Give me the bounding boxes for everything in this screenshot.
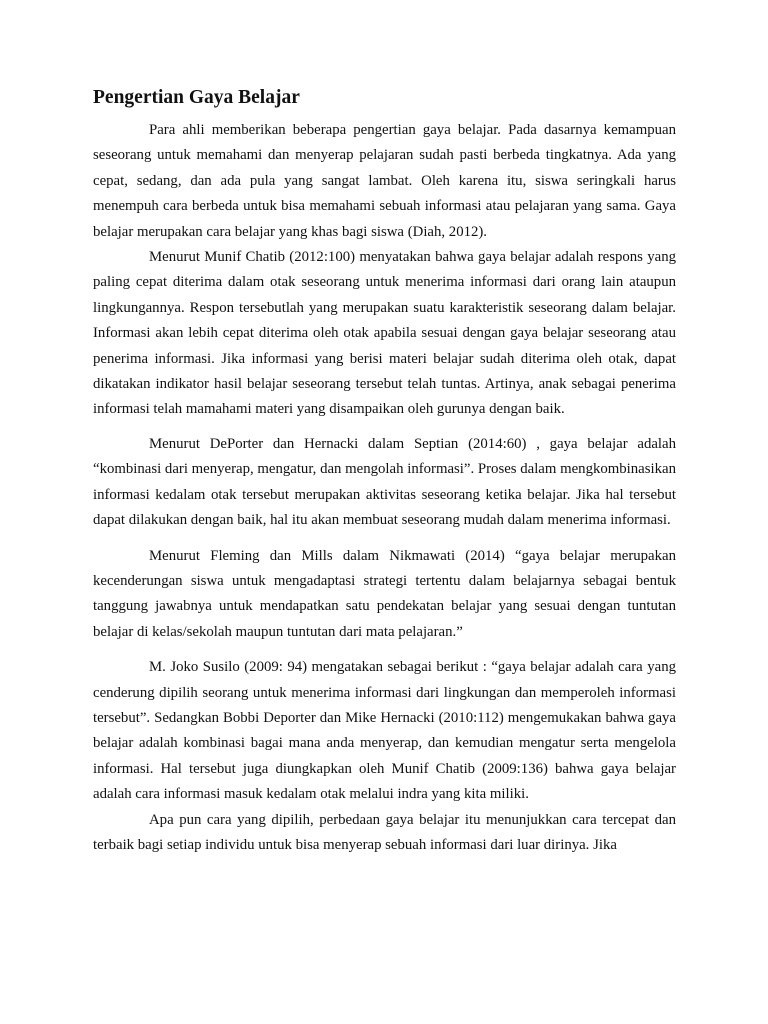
paragraph-3: Menurut DePorter dan Hernacki dalam Septian (2014:60) , gaya belajar adalah “kombinasi dari menyerap, mengatur, dan mengolah informasi”. Proses dalam mengkombinasikan informasi kedalam otak tersebut merupakan aktivitas seseorang ketika belajar. Jika hal tersebut dapat dilakukan dengan baik, hal itu akan membuat seseorang mudah dalam menerima informasi. xyxy=(93,435,676,529)
paragraph-5: M. Joko Susilo (2009: 94) mengatakan sebagai berikut : “gaya belajar adalah cara yang cenderung dipilih seorang untuk menerima informasi dari lingkungan dan memperoleh informasi tersebut”. Sedangkan Bobbi Deporter dan Mike Hernacki (2010:112) mengemukakan bahwa gaya belajar adalah kombinasi bagai mana anda menyerap, dan kemudian mengatur serta mengelola informasi. Hal tersebut juga diungkapkan oleh Munif Chatib (2009:136) bahwa gaya belajar adalah cara informasi masuk kedalam otak melalui indra yang kita miliki. xyxy=(93,659,676,803)
document-title: Pengertian Gaya Belajar xyxy=(93,87,300,108)
paragraph-4: Menurut Fleming dan Mills dalam Nikmawati (2014) “gaya belajar merupakan kecenderungan siswa untuk mengadaptasi strategi tertentu dalam belajarnya sebagai bentuk tanggung jawabnya untuk mendapatkan satu pendekatan belajar yang sesuai dengan tuntutan belajar di kelas/sekolah maupun tuntutan dari mata pelajaran.” xyxy=(93,547,676,640)
paragraph-2: Menurut Munif Chatib (2012:100) menyatakan bahwa gaya belajar adalah respons yang paling cepat diterima dalam otak seseorang untuk menerima informasi dari orang lain ataupun lingkungannya. Respon tersebutlah yang merupakan suatu karakteristik seseorang dalam belajar. Informasi akan lebih cepat diterima oleh otak apabila sesuai dengan gaya belajar seseorang atau penerima informasi. Jika informasi yang berisi materi belajar sudah diterima oleh otak, dapat dikatakan indikator hasil belajar seseorang tersebut telah tuntas. Artinya, anak sebagai penerima informasi telah mamahami materi yang disampaikan oleh gurunya dengan baik. xyxy=(93,249,676,418)
paragraph-6: Apa pun cara yang dipilih, perbedaan gaya belajar itu menunjukkan cara tercepat dan terbaik bagi setiap individu untuk bisa menyerap sebuah informasi dari luar dirinya. Jika xyxy=(93,811,676,853)
paragraph-1: Para ahli memberikan beberapa pengertian gaya belajar. Pada dasarnya kemampuan seseorang untuk memahami dan menyerap pelajaran sudah pasti berbeda tingkatnya. Ada yang cepat, sedang, dan ada pula yang sangat lambat. Oleh karena itu, siswa seringkali harus menempuh cara berbeda untuk bisa memahami sebuah informasi atau pelajaran yang sama. Gaya belajar merupakan cara belajar yang khas bagi siswa (Diah, 2012). xyxy=(93,122,676,240)
